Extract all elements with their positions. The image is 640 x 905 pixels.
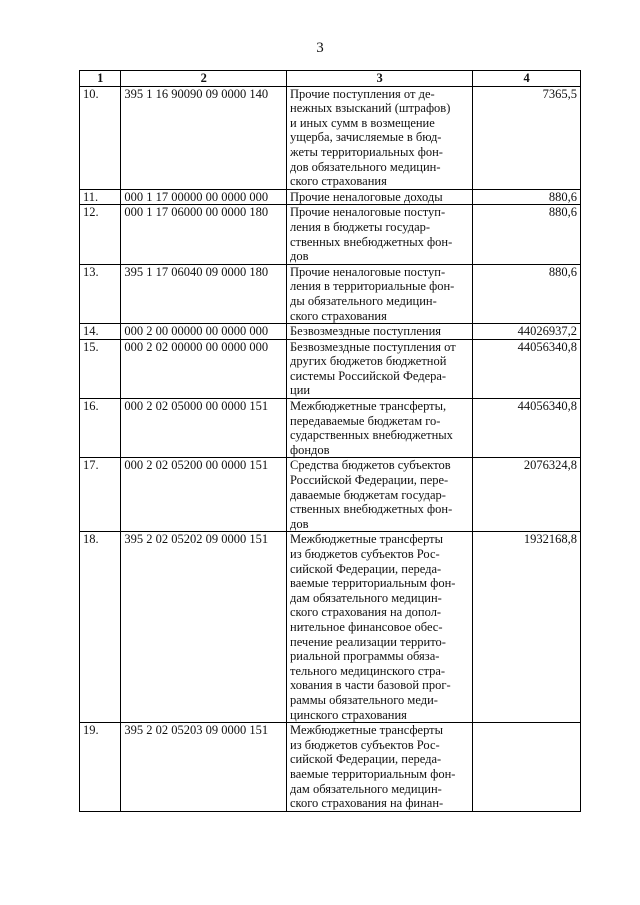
- description-line: дам обязательного медицин-: [290, 781, 442, 796]
- description-line: из бюджетов субъектов Рос-: [290, 547, 440, 561]
- table-row: [80, 324, 581, 340]
- description-line: ваемые территориальным фон-: [290, 576, 456, 591]
- description-line: ского страхования на допол-: [290, 605, 442, 620]
- amount-cell: 2076324,8: [473, 458, 581, 532]
- description-cell: [287, 458, 473, 532]
- budget-code-cell: 395 2 02 05202 09 0000 151: [121, 532, 287, 723]
- description-cell: [287, 399, 473, 458]
- table-row: [80, 399, 581, 458]
- table-row: [80, 205, 581, 264]
- description-cell: [287, 189, 473, 205]
- description-line: ственных внебюджетных фон-: [290, 502, 453, 517]
- description-line: и иных сумм в возмещение: [290, 115, 435, 130]
- description-line: дов: [290, 249, 309, 264]
- description-line: тельного медицинского стра-: [290, 663, 446, 678]
- budget-code-cell: 000 1 17 06000 00 0000 180: [121, 205, 287, 264]
- amount-cell: 44026937,2: [473, 324, 581, 340]
- table-row: [80, 458, 581, 532]
- description-line: передаваемые бюджетам го-: [290, 413, 441, 428]
- budget-code-cell: 000 1 17 00000 00 0000 000: [121, 189, 287, 205]
- description-line: даваемые бюджетам государ-: [290, 487, 446, 502]
- row-number-cell: 14.: [80, 324, 121, 340]
- column-header: 2: [121, 71, 287, 87]
- description-line: ущерба, зачисляемые в бюд-: [290, 130, 442, 145]
- header-row: [80, 71, 581, 87]
- table-row: [80, 532, 581, 723]
- page-number: 3: [316, 40, 324, 56]
- description-line: сийской Федерации, переда-: [290, 561, 442, 576]
- description-line: ления в бюджеты государ-: [290, 219, 431, 234]
- amount-cell: 880,6: [473, 189, 581, 205]
- description-line: ления в территориальные фон-: [290, 279, 455, 294]
- description-cell: [287, 723, 473, 812]
- description-line: ции: [290, 383, 311, 398]
- description-line: жеты территориальных фон-: [290, 144, 443, 159]
- description-cell: [287, 324, 473, 340]
- row-number-cell: 10.: [80, 86, 121, 189]
- description-line: дов обязательного медицин-: [290, 159, 441, 174]
- description-line: дам обязательного медицин-: [290, 590, 442, 605]
- description-line: нительное финансовое обес-: [290, 619, 443, 634]
- amount-cell: 880,6: [473, 264, 581, 323]
- description-line: Средства бюджетов субъектов: [290, 458, 451, 473]
- description-line: других бюджетов бюджетной: [290, 354, 447, 369]
- row-number-cell: 11.: [80, 189, 121, 205]
- budget-code-cell: 000 2 00 00000 00 0000 000: [121, 324, 287, 340]
- amount-cell: [473, 723, 581, 812]
- table-row: [80, 264, 581, 323]
- table-row: [80, 723, 581, 812]
- row-number-cell: 17.: [80, 458, 121, 532]
- description-line: цинского страхования: [290, 707, 407, 722]
- description-line: Безвозмездные поступления: [290, 324, 442, 339]
- table-row: [80, 86, 581, 189]
- description-cell: [287, 339, 473, 398]
- description-line: сударственных внебюджетных: [290, 428, 453, 443]
- row-number-cell: 13.: [80, 264, 121, 323]
- table-row: [80, 189, 581, 205]
- description-line: системы Российской Федера-: [290, 368, 447, 383]
- description-line: Прочие неналоговые поступ-: [290, 205, 446, 220]
- description-cell: [287, 264, 473, 323]
- row-number-cell: 12.: [80, 205, 121, 264]
- description-cell: [287, 86, 473, 189]
- description-line: Безвозмездные поступления от: [290, 339, 456, 354]
- budget-code-cell: 000 2 02 00000 00 0000 000: [121, 339, 287, 398]
- description-line: сийской Федерации, переда-: [290, 752, 442, 767]
- table-row: [80, 339, 581, 398]
- description-line: Прочие неналоговые доходы: [290, 189, 443, 204]
- description-line: хования в части базовой прог-: [290, 678, 451, 693]
- column-header: 3: [287, 71, 473, 87]
- description-line: раммы обязательного меди-: [290, 692, 438, 707]
- description-line: ды обязательного медицин-: [290, 293, 437, 308]
- amount-cell: 1932168,8: [473, 532, 581, 723]
- description-line: ваемые территориальным фон-: [290, 766, 456, 781]
- row-number-cell: 16.: [80, 399, 121, 458]
- amount-cell: 44056340,8: [473, 399, 581, 458]
- description-line: Межбюджетные трансферты,: [290, 399, 447, 414]
- description-line: ского страхования на финан-: [290, 796, 444, 811]
- amount-cell: 44056340,8: [473, 339, 581, 398]
- description-line: печение реализации террито-: [290, 634, 446, 649]
- budget-code-cell: 395 1 16 90090 09 0000 140: [121, 86, 287, 189]
- row-number-cell: 15.: [80, 339, 121, 398]
- budget-code-cell: 000 2 02 05000 00 0000 151: [121, 399, 287, 458]
- description-line: Межбюджетные трансферты: [290, 532, 444, 547]
- row-number-cell: 19.: [80, 723, 121, 812]
- description-line: нежных взысканий (штрафов): [290, 101, 451, 116]
- description-line: Прочие поступления от де-: [290, 86, 435, 101]
- description-line: риальной программы обяза-: [290, 649, 440, 664]
- description-line: Межбюджетные трансферты: [290, 723, 444, 738]
- amount-cell: 7365,5: [473, 86, 581, 189]
- description-line: дов: [290, 516, 309, 531]
- description-cell: [287, 532, 473, 723]
- description-line: Прочие неналоговые поступ-: [290, 264, 446, 279]
- description-line: ского страхования: [290, 308, 387, 323]
- budget-code-cell: 395 2 02 05203 09 0000 151: [121, 723, 287, 812]
- budget-table: [79, 70, 581, 812]
- description-line: ственных внебюджетных фон-: [290, 234, 453, 249]
- row-number-cell: 18.: [80, 532, 121, 723]
- column-header: 1: [80, 71, 121, 87]
- amount-cell: 880,6: [473, 205, 581, 264]
- description-line: фондов: [290, 442, 330, 457]
- budget-code-cell: 000 2 02 05200 00 0000 151: [121, 458, 287, 532]
- budget-code-cell: 395 1 17 06040 09 0000 180: [121, 264, 287, 323]
- description-line: из бюджетов субъектов Рос-: [290, 737, 440, 752]
- description-cell: [287, 205, 473, 264]
- column-header: 4: [473, 71, 581, 87]
- description-line: ского страхования: [290, 174, 387, 189]
- table-body: [80, 86, 581, 811]
- description-line: Российской Федерации, пере-: [290, 473, 449, 488]
